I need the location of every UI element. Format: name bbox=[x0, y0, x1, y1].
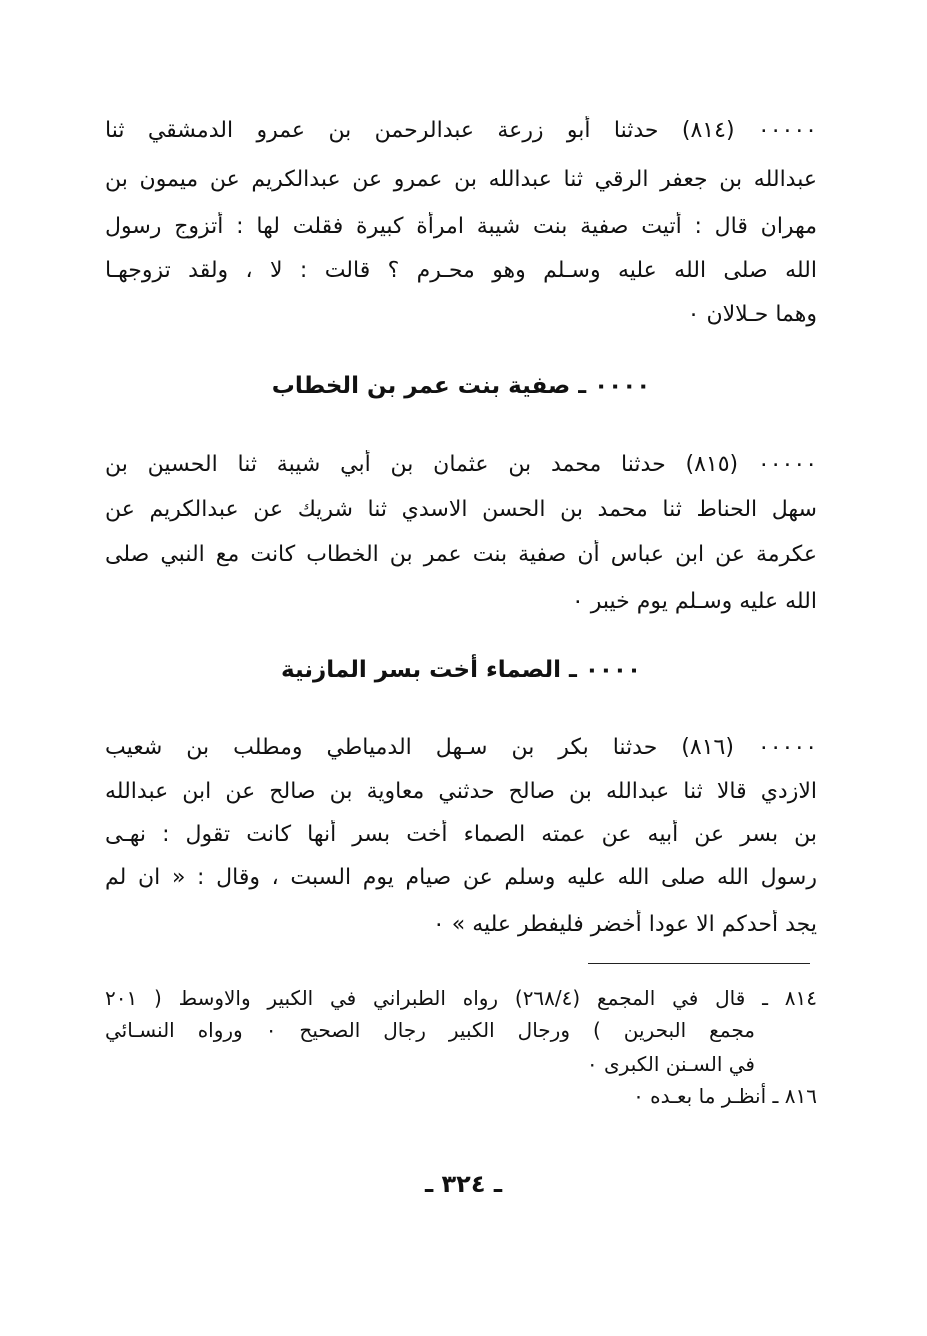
body-line: ٠٠٠٠٠ (٨١٤) حدثنا أبو زرعة عبدالرحمن بن عمرو الدمشقي ثنا bbox=[105, 118, 817, 143]
body-line: مهران قال : أتيت صفية بنت شيبة امرأة كبيرة فقلت لها : أتزوج رسول bbox=[105, 214, 817, 239]
page-number: ـ ٣٢٤ ـ bbox=[424, 1170, 503, 1198]
body-line: رسول الله صلى الله عليه وسلم عن صيام يوم السبت ، وقال : « ان لم bbox=[105, 865, 817, 890]
footnote-line: في السـنن الكبرى ٠ bbox=[586, 1052, 755, 1076]
section-heading: ٠٠٠٠ ـ صفية بنت عمر بن الخطاب bbox=[271, 373, 651, 399]
body-line: يجد أحدكم الا عودا أخضر فليفطر عليه » ٠ bbox=[432, 912, 817, 937]
body-line: عبدالله بن جعفر الرقي ثنا عبدالله بن عمرو عن عبدالكريم عن ميمون بن bbox=[105, 167, 817, 192]
body-line: ٠٠٠٠٠ (٨١٥) حدثنا محمد بن عثمان بن أبي شيبة ثنا الحسين بن bbox=[105, 452, 817, 477]
body-line: الله صلى الله عليه وسـلم وهو محـرم ؟ قالت : لا ، ولقد تزوجهـا bbox=[105, 258, 817, 283]
body-line: وهما حـلالان ٠ bbox=[687, 302, 817, 327]
footnote-separator bbox=[588, 963, 810, 964]
footnote-line: ٨١٦ ـ أنظـر ما بعـده ٠ bbox=[633, 1084, 817, 1108]
section-heading: ٠٠٠٠ ـ الصماء أخت بسر المازنية bbox=[281, 657, 641, 683]
body-line: عكرمة عن ابن عباس أن صفية بنت عمر بن الخطاب كانت مع النبي صلى bbox=[105, 542, 817, 567]
body-line: بن بسر عن أبيه عن عمته الصماء أخت بسر أنها كانت تقول : نهـى bbox=[105, 822, 817, 847]
footnote-line: ٨١٤ ـ قال في المجمع (٢٦٨/٤) رواه الطبراني في الكبير والاوسط ( ٢٠١ bbox=[105, 986, 817, 1010]
footnote-line: مجمع البحرين ) ورجال الكبير رجال الصحيح ٠ ورواه النسـائي bbox=[105, 1018, 755, 1042]
body-line: الله عليه وسـلم يوم خيبر ٠ bbox=[571, 589, 817, 614]
body-line: سهل الحناط ثنا محمد بن الحسن الاسدي ثنا شريك عن عبدالكريم عن bbox=[105, 497, 817, 522]
body-line: الازدي قالا ثنا عبدالله بن صالح حدثني معاوية بن صالح عن ابن عبدالله bbox=[105, 779, 817, 804]
body-line: ٠٠٠٠٠ (٨١٦) حدثنا بكر بن سـهل الدمياطي ومطلب بن شعيب bbox=[105, 735, 817, 760]
